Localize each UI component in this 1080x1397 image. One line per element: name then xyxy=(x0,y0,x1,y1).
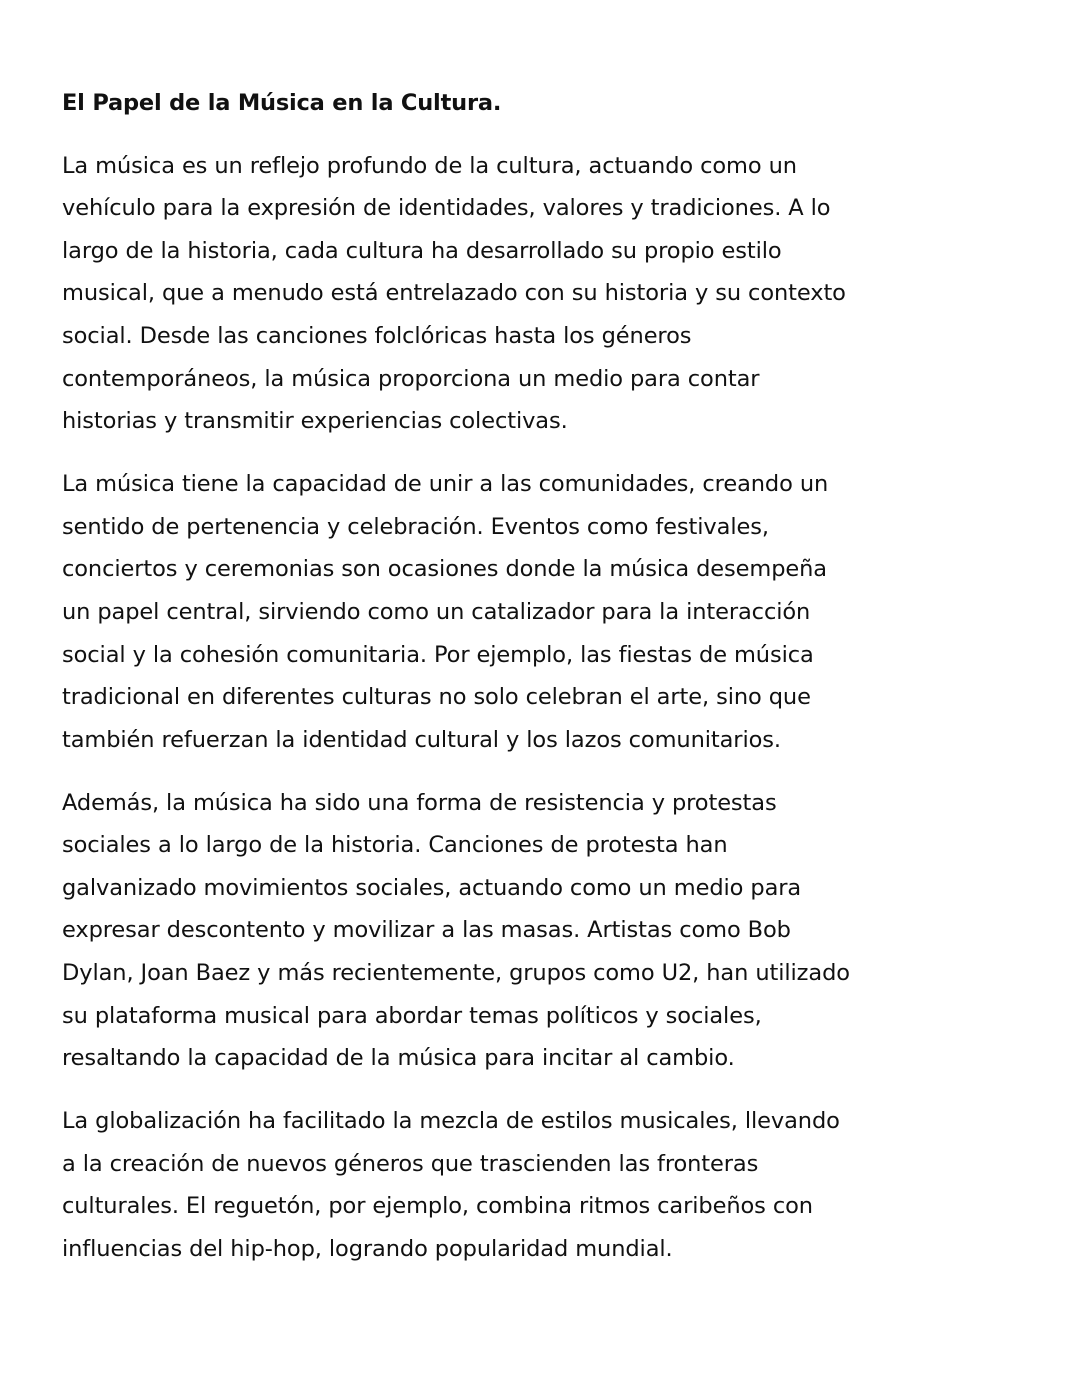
paragraph-4 xyxy=(62,1100,962,1270)
text-line: historias y transmitir experiencias colectivas. xyxy=(62,408,568,435)
text-line: sentido de pertenencia y celebración. Eventos como festivales, xyxy=(62,513,769,540)
text-line: Además, la música ha sido una forma de resistencia y protestas xyxy=(62,789,777,816)
text-line: tradicional en diferentes culturas no solo celebran el arte, sino que xyxy=(62,684,811,711)
paragraph-3 xyxy=(62,782,962,1080)
text-line: La música tiene la capacidad de unir a las comunidades, creando un xyxy=(62,471,829,498)
text-line: social y la cohesión comunitaria. Por ejemplo, las fiestas de música xyxy=(62,641,814,668)
text-line: conciertos y ceremonias son ocasiones donde la música desempeña xyxy=(62,556,827,583)
text-line: también refuerzan la identidad cultural y los lazos comunitarios. xyxy=(62,726,781,753)
text-line: su plataforma musical para abordar temas políticos y sociales, xyxy=(62,1002,762,1029)
text-line: La música es un reflejo profundo de la cultura, actuando como un xyxy=(62,152,797,179)
document-page xyxy=(62,82,962,1291)
text-line: Dylan, Joan Baez y más recientemente, grupos como U2, han utilizado xyxy=(62,960,850,987)
text-line: un papel central, sirviendo como un catalizador para la interacción xyxy=(62,598,811,625)
paragraph-2 xyxy=(62,463,962,761)
text-line: galvanizado movimientos sociales, actuando como un medio para xyxy=(62,874,802,901)
text-line: influencias del hip-hop, logrando popularidad mundial. xyxy=(62,1236,673,1263)
text-line: culturales. El reguetón, por ejemplo, combina ritmos caribeños con xyxy=(62,1193,813,1220)
text-line: vehículo para la expresión de identidades, valores y tradiciones. A lo xyxy=(62,195,831,222)
text-line: sociales a lo largo de la historia. Canciones de protesta han xyxy=(62,832,728,859)
text-line: a la creación de nuevos géneros que trascienden las fronteras xyxy=(62,1150,759,1177)
text-line: musical, que a menudo está entrelazado con su historia y su contexto xyxy=(62,280,846,307)
text-line: largo de la historia, cada cultura ha desarrollado su propio estilo xyxy=(62,237,782,264)
paragraph-1 xyxy=(62,145,962,443)
text-line: social. Desde las canciones folclóricas hasta los géneros xyxy=(62,322,692,349)
text-line: La globalización ha facilitado la mezcla de estilos musicales, llevando xyxy=(62,1108,840,1135)
document-title: El Papel de la Música en la Cultura. xyxy=(62,90,502,116)
text-line: resaltando la capacidad de la música para incitar al cambio. xyxy=(62,1045,735,1072)
text-line: expresar descontento y movilizar a las masas. Artistas como Bob xyxy=(62,917,791,944)
text-line: contemporáneos, la música proporciona un medio para contar xyxy=(62,365,760,392)
